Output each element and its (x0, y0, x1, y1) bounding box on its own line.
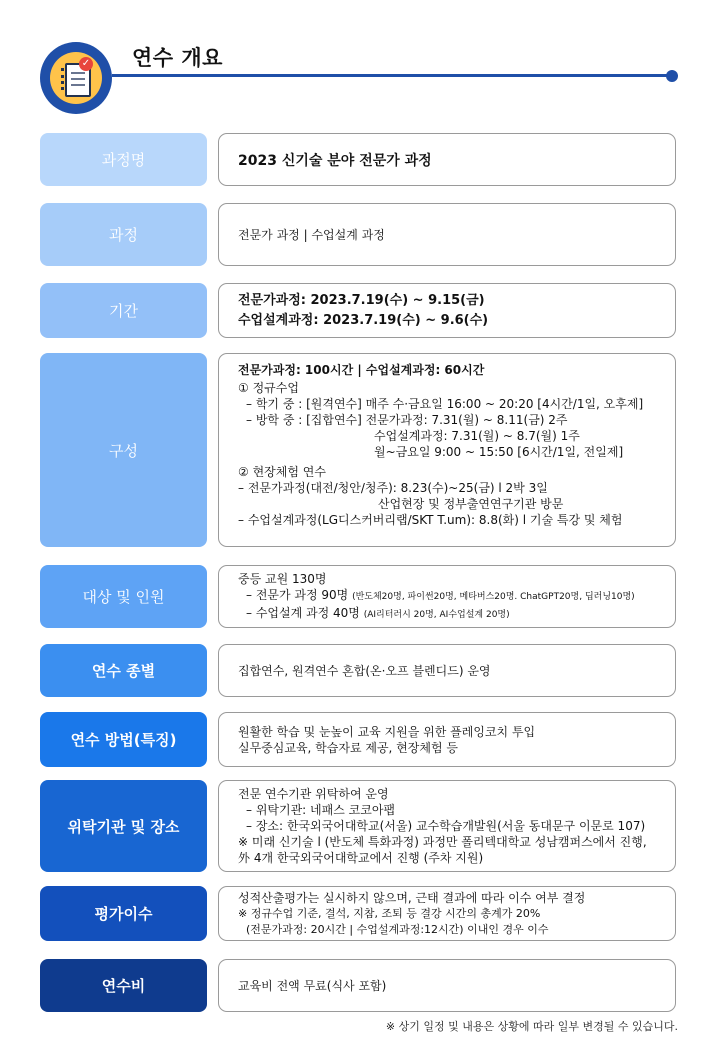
value-course-name (218, 133, 676, 186)
value-evaluation (218, 886, 676, 941)
composition-line: 산업현장 및 정부출연연구기관 방문 (378, 497, 564, 511)
row-target (40, 565, 676, 628)
course-name-text: 2023 신기술 분야 전문가 과정 (238, 152, 432, 169)
page-title: 연수 개요 (132, 46, 223, 70)
label-composition: 구성 (40, 353, 207, 547)
period-line: 전문가과정: 2023.7.19(수) ~ 9.15(금) (238, 292, 485, 308)
label-method: 연수 방법(특징) (40, 712, 207, 767)
label-type: 연수 종별 (40, 644, 207, 697)
period-line: 수업설계과정: 2023.7.19(수) ~ 9.6(수) (238, 312, 489, 328)
target-note: (AI리터러시 20명, AI수업설계 20명) (363, 609, 510, 620)
row-course (40, 203, 676, 266)
underline-dot (666, 70, 678, 82)
row-method (40, 712, 676, 767)
title-underline (112, 74, 672, 77)
value-type (218, 644, 676, 697)
logo (40, 42, 112, 114)
value-composition (218, 353, 676, 547)
value-target (218, 565, 676, 628)
composition-line: ① 정규수업 (238, 381, 299, 395)
label-fee: 연수비 (40, 959, 207, 1012)
composition-line: – 전문가과정(대전/청안/청주): 8.23(수)~25(금) l 2박 3일 (238, 481, 548, 495)
composition-line: 월~금요일 9:00 ~ 15:50 [6시간/1일, 전일제] (374, 445, 624, 459)
evaluation-line: 성적산출평가는 실시하지 않으며, 근태 결과에 따라 이수 여부 결정 (238, 890, 586, 905)
label-course: 과정 (40, 203, 207, 266)
type-text: 집합연수, 원격연수 혼합(온·오프 블렌디드) 운영 (238, 663, 491, 678)
composition-headline: 전문가과정: 100시간 | 수업설계과정: 60시간 (238, 363, 485, 377)
value-period (218, 283, 676, 338)
value-institution (218, 780, 676, 872)
value-course (218, 203, 676, 266)
label-period: 기간 (40, 283, 207, 338)
value-method (218, 712, 676, 767)
composition-line: ② 현장체험 연수 (238, 465, 326, 479)
row-fee (40, 959, 676, 1012)
method-line: 실무중심교육, 학습자료 제공, 현장체험 등 (238, 740, 458, 755)
row-evaluation (40, 886, 676, 941)
course-text: 전문가 과정 | 수업설계 과정 (238, 227, 385, 242)
target-line: – 전문가 과정 90명 (246, 587, 349, 602)
label-course-name: 과정명 (40, 133, 207, 186)
label-evaluation: 평가이수 (40, 886, 207, 941)
header (0, 0, 720, 120)
institution-line: – 장소: 한국외국어대학교(서울) 교수학습개발원(서울 동대문구 이문로 107) (246, 819, 646, 833)
target-line: – 수업설계 과정 40명 (246, 605, 360, 620)
composition-line: – 수업설계과정(LG디스커버리랩/SKT T.um): 8.8(화) l 기술 특강 및 체험 (238, 513, 623, 527)
fee-text: 교육비 전액 무료(식사 포함) (238, 978, 387, 993)
institution-line: 外 4개 한국외국어대학교에서 진행 (주차 지원) (238, 851, 484, 865)
label-institution: 위탁기관 및 장소 (40, 780, 207, 872)
row-course-name (40, 133, 676, 186)
institution-line: – 위탁기관: 네패스 코코아팹 (246, 803, 395, 817)
institution-line: ※ 미래 신기술 l (반도체 특화과정) 과정만 폴리텍대학교 성남캠퍼스에서 진행, (238, 835, 647, 849)
composition-line: – 학기 중 : [원격연수] 매주 수·금요일 16:00 ~ 20:20 [4시간/1일, 오후제] (246, 397, 644, 411)
row-type (40, 644, 676, 697)
value-fee (218, 959, 676, 1012)
target-note: (반도체20명, 파이썬20명, 메타버스20명. ChatGPT20명, 딥러닝10명) (352, 591, 635, 602)
evaluation-line: (전문가과정: 20시간 | 수업설계과정:12시간) 이내인 경우 이수 (246, 922, 549, 936)
composition-line: – 방학 중 : [집합연수] 전문가과정: 7.31(월) ~ 8.11(금) 2주 (246, 413, 568, 427)
checkmark-icon: ✓ (79, 57, 93, 71)
evaluation-line: ※ 정규수업 기준, 결석, 지참, 조퇴 등 결강 시간의 총계가 20% (238, 906, 541, 920)
target-line: 중등 교원 130명 (238, 571, 327, 586)
footnote: ※ 상기 일정 및 내용은 상황에 따라 일부 변경될 수 있습니다. (385, 1020, 678, 1033)
row-composition (40, 353, 676, 547)
institution-line: 전문 연수기관 위탁하여 운영 (238, 787, 389, 801)
method-line: 원활한 학습 및 눈높이 교육 지원을 위한 플레잉코치 투입 (238, 724, 536, 739)
row-period (40, 283, 676, 338)
row-institution (40, 780, 676, 872)
label-target: 대상 및 인원 (40, 565, 207, 628)
composition-line: 수업설계과정: 7.31(월) ~ 8.7(월) 1주 (374, 429, 580, 443)
